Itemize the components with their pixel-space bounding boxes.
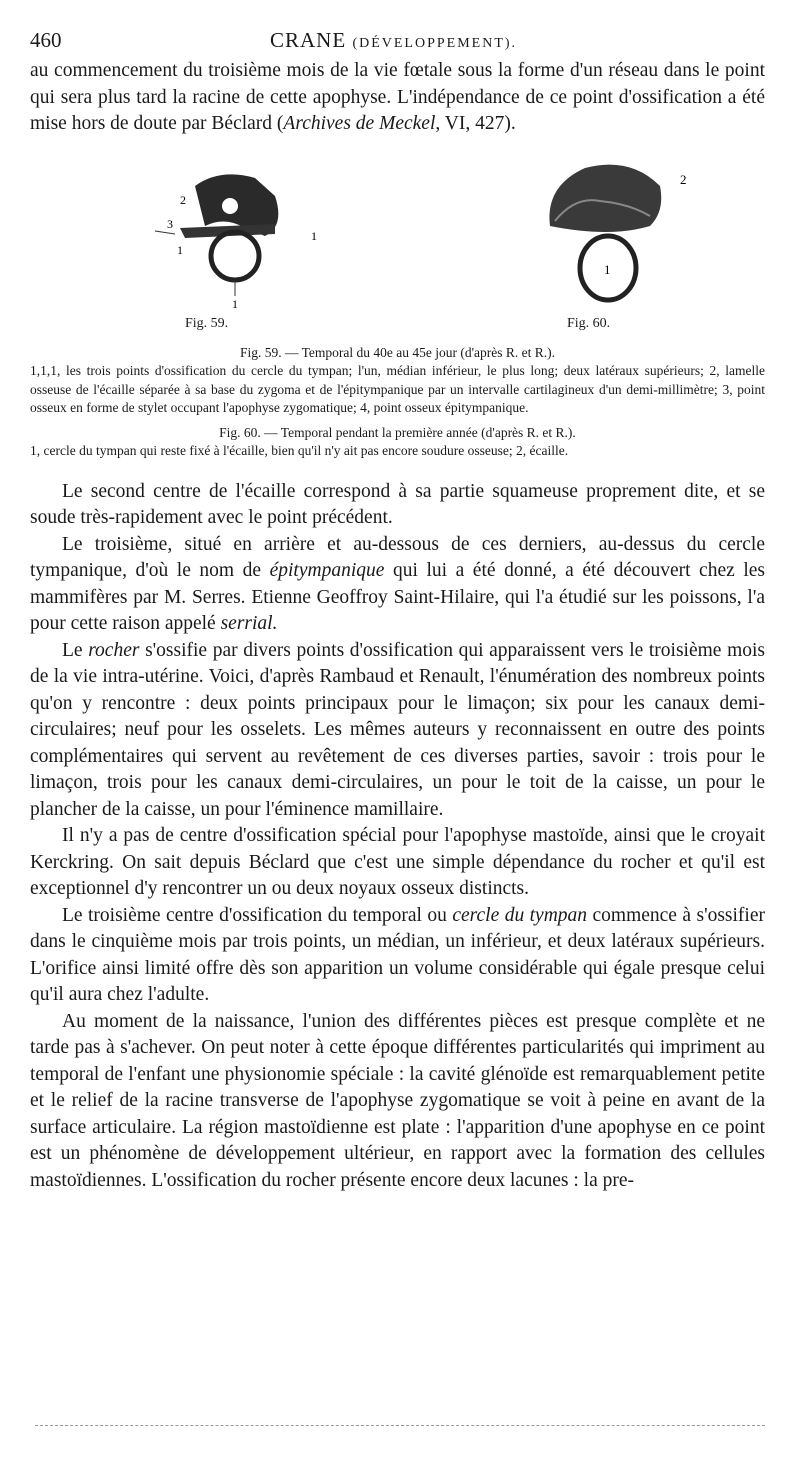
fig60-callout: 2 [680, 171, 687, 187]
citation-title: Archives de Meckel [283, 113, 436, 134]
figure-labels [30, 316, 765, 338]
fig59-callout: 1 [311, 228, 317, 243]
paragraph-text: Le [62, 639, 89, 661]
paragraph-text: commence à s'ossifier dans le cinquième mois par trois points, un médian, un inférieur, et deux latéraux supérieurs. L'orifice ainsi limité offre dès son apparition un volume considérable qui égale presque celui qu'il aura chez l'adulte. [30, 904, 765, 1005]
figure-60-caption-text: 1, cercle du tympan qui reste fixé à l'écaille, bien qu'il n'y ait pas encore soudure osseuse; 2, écaille. [30, 443, 569, 458]
emphasis-term: serrial. [220, 613, 278, 634]
emphasis-term: cercle du tympan [452, 904, 588, 926]
fig59-callout: 2 [180, 192, 186, 207]
figure-59-caption-text: 1,1,1, les trois points d'ossification du cercle du tympan; l'un, médian inférieur, le plus long; deux latéraux supérieurs; 2, lamelle osseuse de l'écaille séparée à sa base du zygoma et de l'épitympanique par un intervalle cartilagineux d'un demi-millimètre; 3, point osseux en forme de stylet occupant l'apophyse zygomatique; 4, point osseux épitympanique. [30, 363, 765, 415]
page [30, 28, 765, 1194]
figure-59-label: Fig. 59. [185, 315, 229, 331]
figure-59-caption-title: Fig. 59. — Temporal du 40e au 45e jour (d'après R. et R.). [239, 344, 556, 360]
paragraph-text: Le troisième centre d'ossification du temporal ou [62, 904, 453, 926]
page-number: 460 [30, 28, 62, 52]
emphasis-term: rocher [88, 639, 140, 661]
fig59-callout: 1 [177, 242, 183, 257]
fig59-callout: 1 [232, 296, 238, 311]
paragraph-text: qui lui a été donné, a été découvert chez les mammifères par M. Serres. Etienne Geoffroy Saint-Hilaire, qui l'a étudié sur les poissons, l'a pour cette raison appelé [30, 560, 765, 634]
paragraph: Au moment de la naissance, l'union des différentes pièces est presque complète et ne tarde pas à s'achever. On peut noter à cette époque différentes particularités qui impriment au temporal de l'enfant une physionomie spéciale : la cavité glénoïde est remarquablement petite et le relief de la racine transverse de l'apophyse zygomatique se voit à peine en avant de la surface articulaire. La région mastoïdienne est plate : l'apparition d'une apophyse en ce point est un phénomène de développement ultérieur, en rapport avec la formation des cellules mastoïdiennes. L'ossification du rocher présente encore deux lacunes : la pre- [30, 1010, 765, 1191]
paragraph: Le second centre de l'écaille correspond à sa partie squameuse proprement dite, et se soude très-rapidement avec le point précédent. [30, 480, 765, 528]
footer-rule [35, 1425, 765, 1426]
paragraph-text: , VI, 427). [435, 113, 516, 134]
figure-60-temporal-illustration [490, 156, 690, 316]
paragraph [30, 638, 765, 824]
paragraph [30, 903, 765, 1009]
running-title [270, 28, 517, 53]
running-title-sub: (DÉVELOPPEMENT). [352, 36, 518, 51]
paragraph-text: au commencement du troisième mois de la vie fœtale sous la forme d'un réseau dans le point qui sera plus tard la racine de cette apophyse. L'indépendance de ce point d'ossification a été mise hors de doute par Béclard ( [30, 60, 765, 134]
paragraph-continued [30, 58, 765, 138]
figure-60-caption-title: Fig. 60. — Temporal pendant la première année (d'après R. et R.). [219, 424, 576, 440]
paragraph [30, 532, 765, 638]
fig60-callout: 1 [604, 261, 611, 277]
running-header [30, 28, 765, 58]
figure-60-label: Fig. 60. [567, 315, 611, 331]
figure-captions [30, 344, 765, 461]
paragraph: Il n'y a pas de centre d'ossification spécial pour l'apophyse mastoïde, ainsi que le croyait Kerckring. On sait depuis Béclard que c'est une simple dépendance du rocher et qu'il est exceptionnel d'y rencontrer un ou deux noyaux osseux distincts. [30, 825, 765, 899]
figures-row [30, 156, 765, 316]
emphasis-term: épitympanique [269, 560, 385, 581]
paragraph-text: s'ossifie par divers points d'ossification qui apparaissent vers le troisième mois de la vie intra-utérine. Voici, d'après Rambaud et Renault, l'énumération des nombreux points qu'on y rencontre : deux points principaux pour le limaçon; six pour les canaux demi-circulaires; neuf pour les osselets. Les mêmes auteurs y reconnaissent en outre des points complémentaires qui servent au revêtement de ces diverses parties, savoir : trois pour le limaçon, trois pour les canaux demi-circulaires, un pour le toit de la caisse, un pour le plancher de la caisse, un pour l'éminence mamillaire. [30, 639, 765, 820]
paragraph-text: Le troisième, situé en arrière et au-dessous de ces derniers, au-dessus du cercle tympanique, d'où le nom de [30, 533, 765, 581]
figure-59-temporal-illustration [125, 156, 325, 316]
running-title-main: CRANE [270, 28, 347, 52]
fig59-callout: 3 [167, 216, 173, 231]
